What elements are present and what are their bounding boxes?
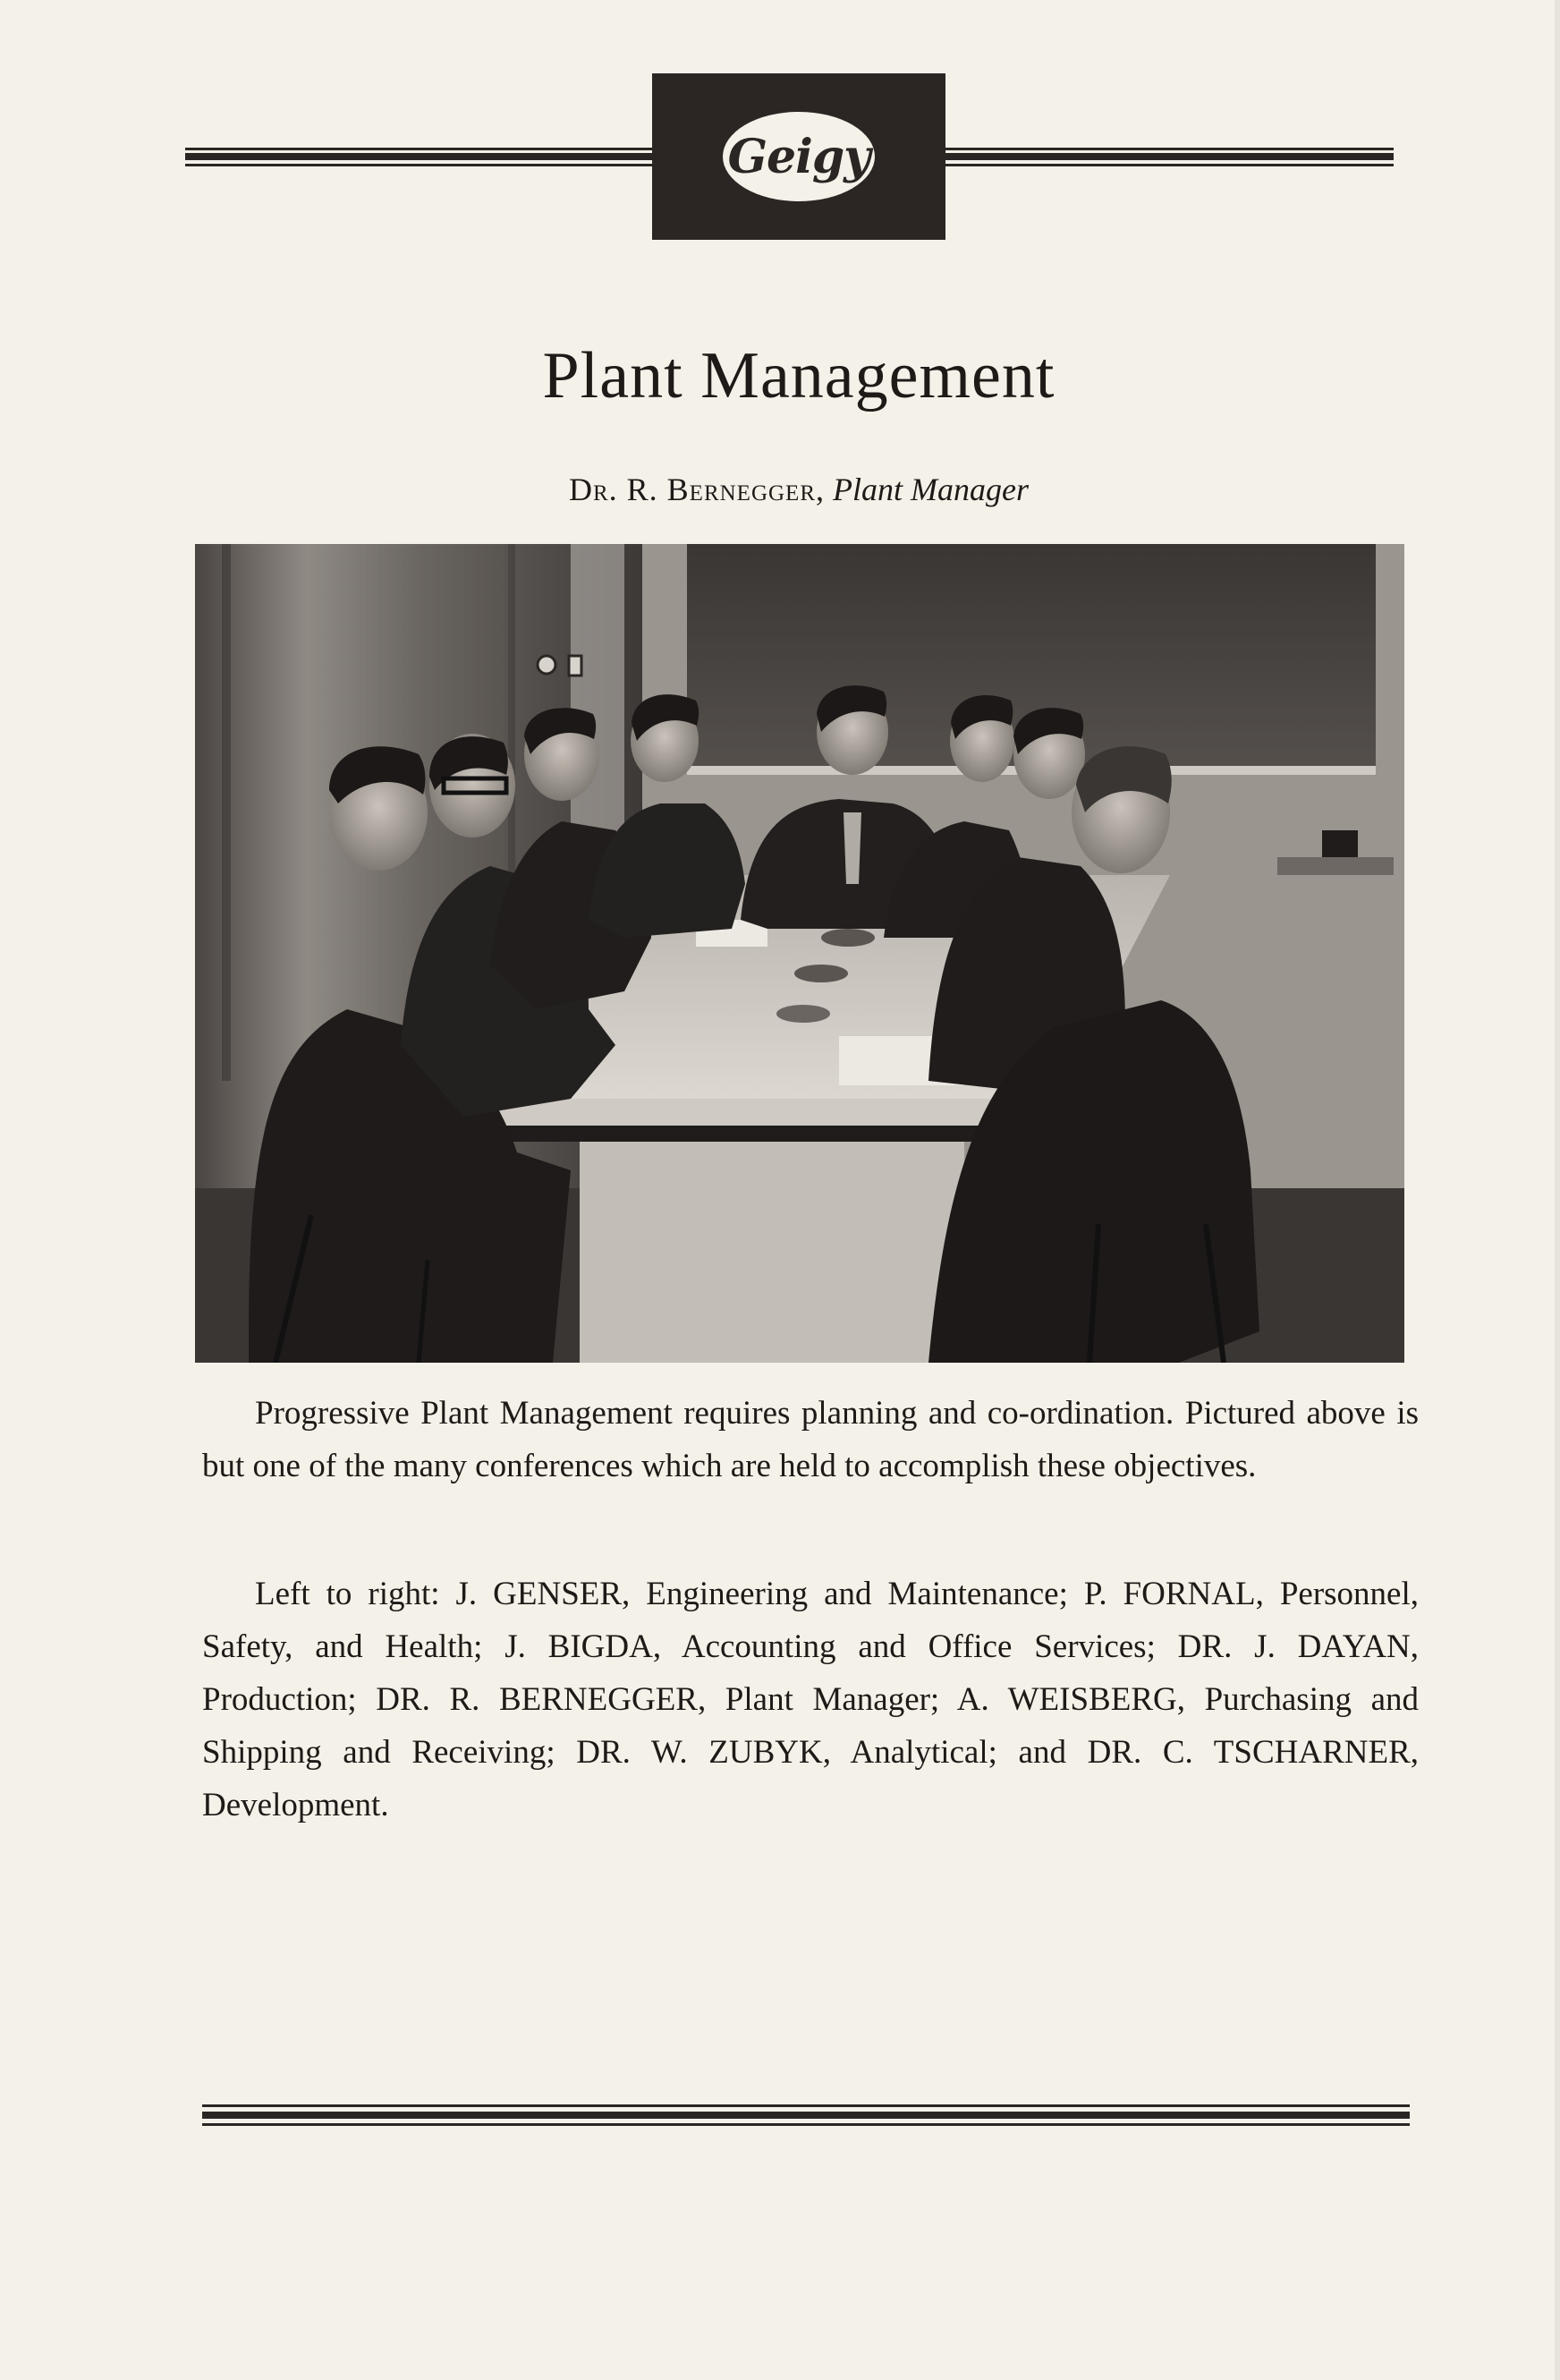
logo-text: Geigy	[727, 129, 870, 184]
manager-role: Plant Manager	[833, 472, 1029, 507]
page-subtitle	[0, 471, 1560, 508]
header-rule-right	[942, 146, 1394, 169]
page-title: Plant Management	[542, 339, 1056, 412]
geigy-logo	[652, 73, 945, 240]
manager-name: Dr. R. Bernegger,	[568, 472, 826, 507]
intro-paragraph: Progressive Plant Management requires planning and co-ordination. Pictured above is but one of the many conferences which are held to accomplish these objectives.	[202, 1395, 1419, 1484]
conference-photo	[195, 544, 1404, 1363]
logo-oval	[723, 112, 875, 201]
header-rule-left	[185, 146, 652, 169]
footer-rule	[202, 2104, 1410, 2128]
caption-paragraph: Left to right: J. GENSER, Engineering and Maintenance; P. FORNAL, Personnel, Safety, and Health; J. BIGDA, Accounting and Office Services; DR. J. DAYAN, Production; DR. R. BERNEGGER, Plant Manager; A. WEISBERG, Purchasing and Shipping and Receiving; DR. W. ZUBYK, Analytical; and DR. C. TSCHARNER, Development.	[202, 1576, 1419, 1823]
